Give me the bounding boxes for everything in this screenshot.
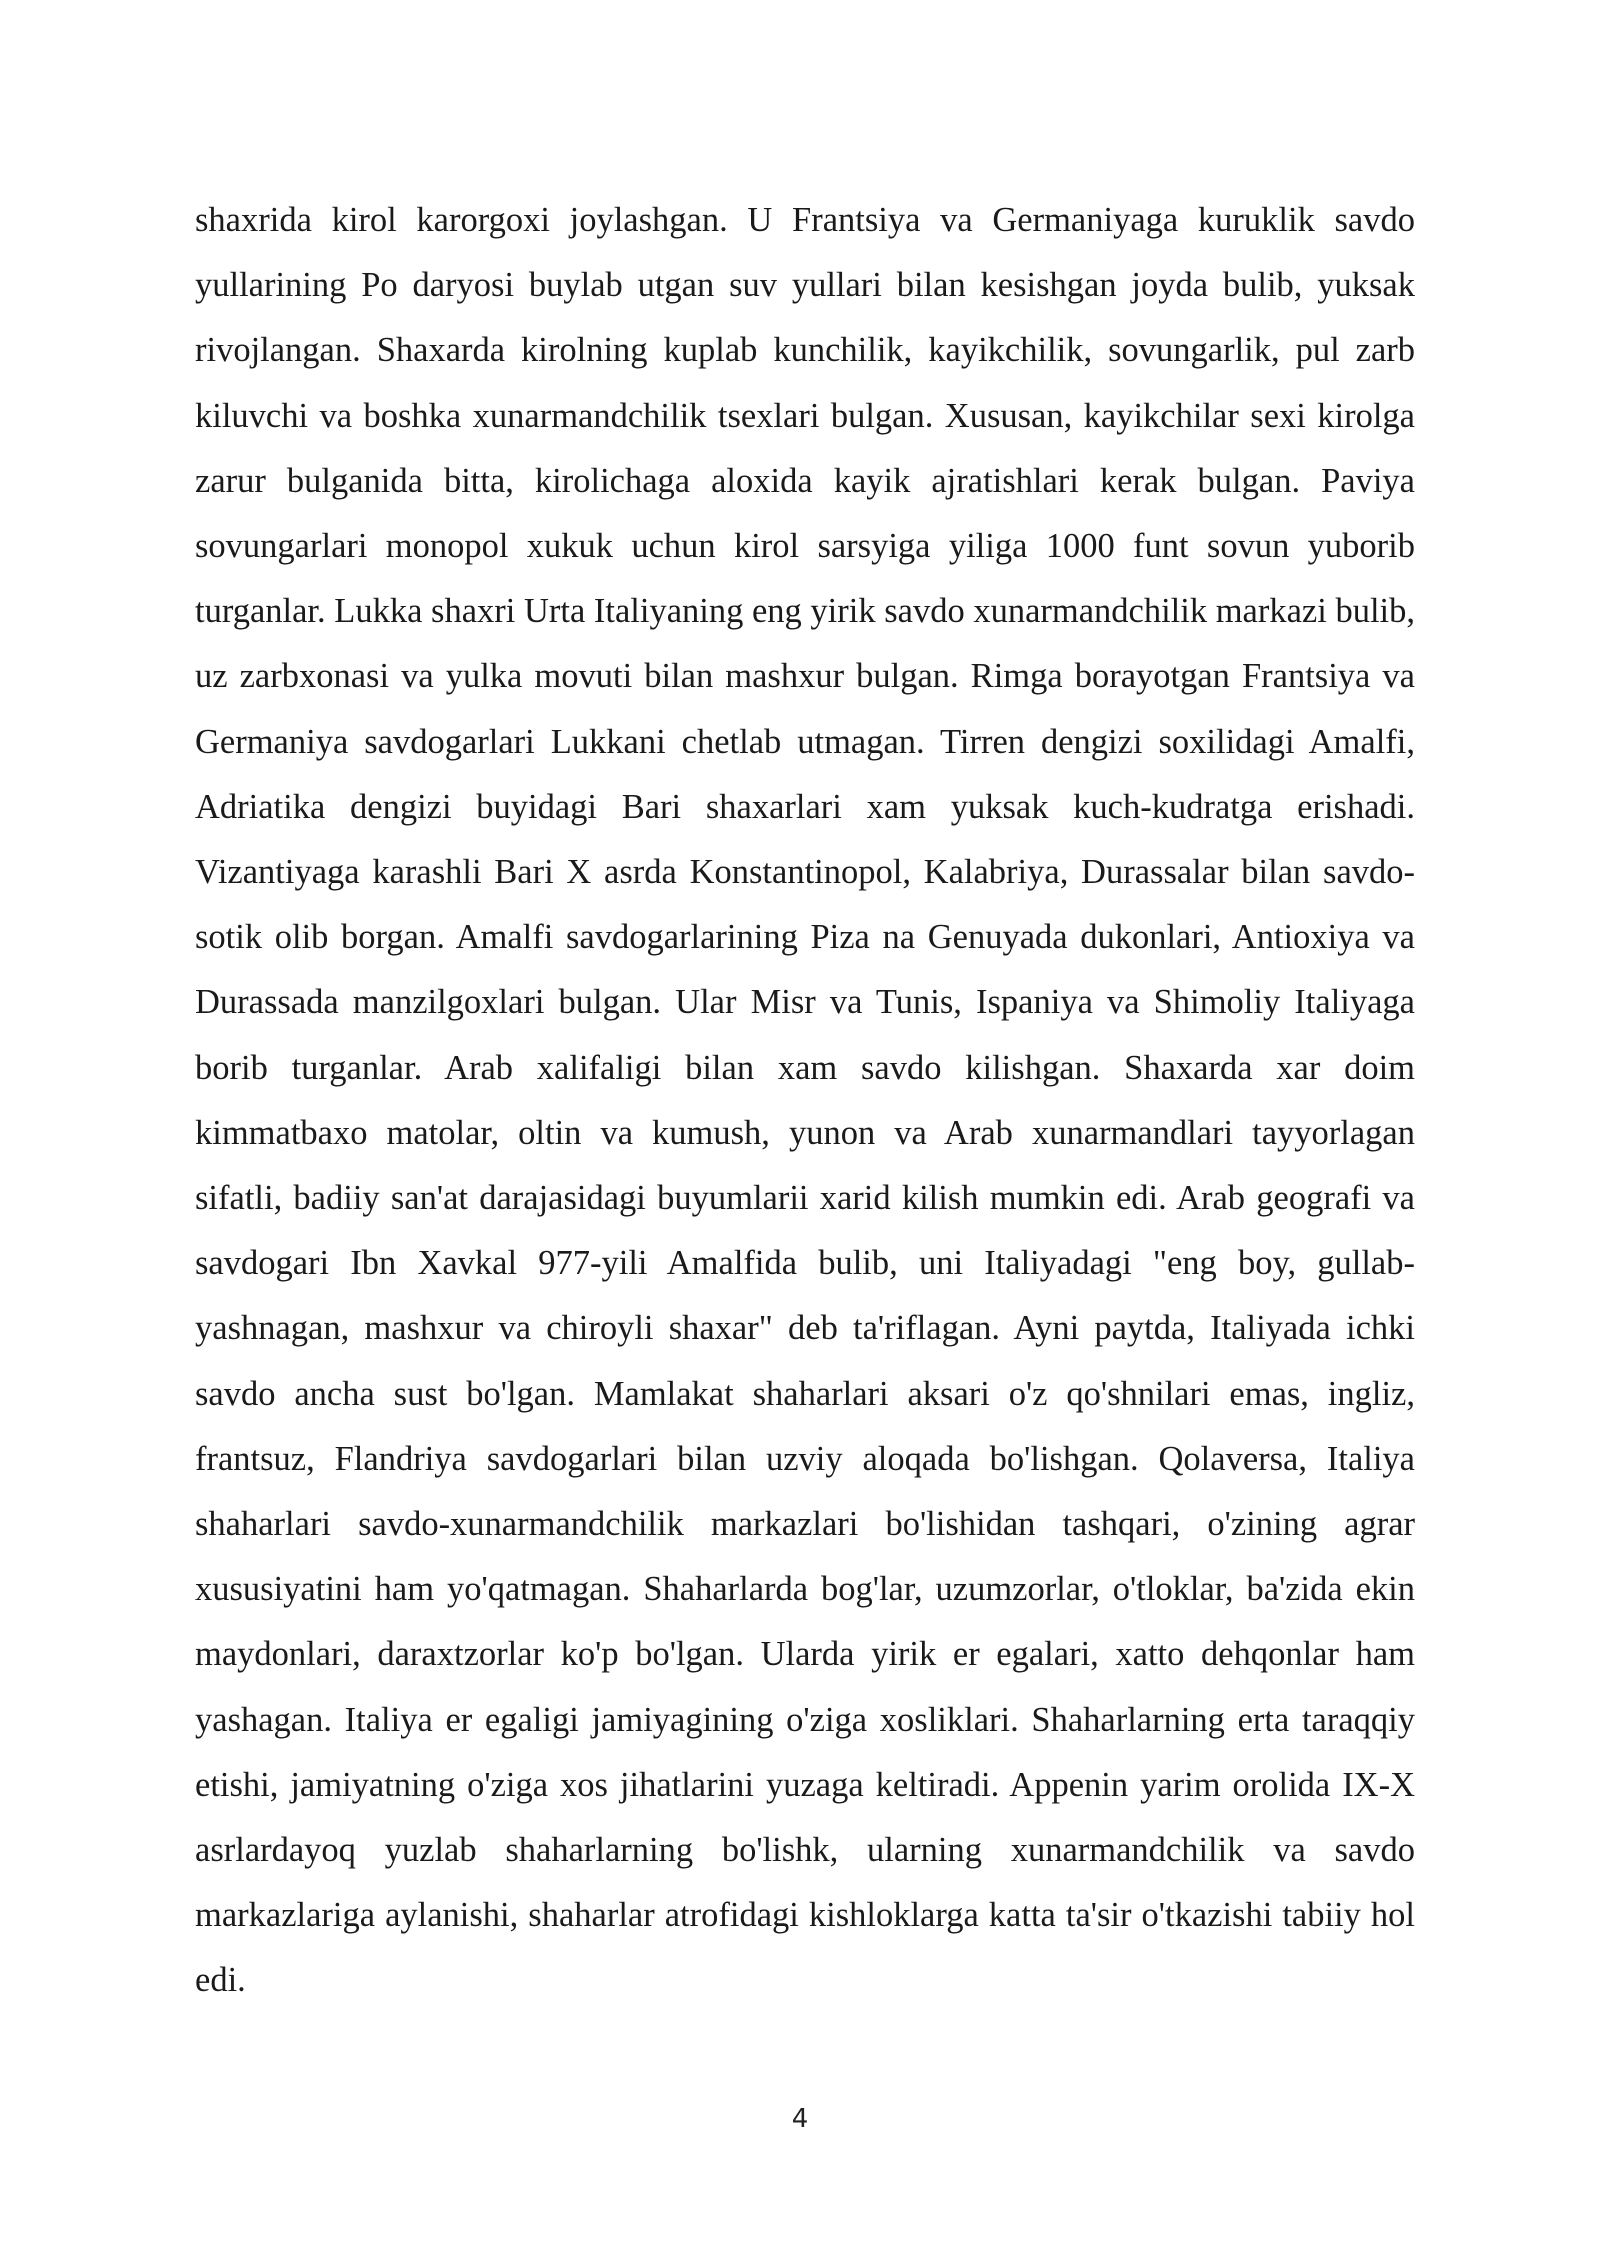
body-paragraph: shaxrida kirol karorgoxi joylashgan. U Frantsiya va Germaniyaga kuruklik savdo yullarining Po daryosi buylab utgan suv yullari bilan kesishgan joyda bulib, yuksak rivojlangan. Shaxarda kirolning kuplab kunchilik, kayikchilik, sovungarlik, pul zarb kiluvchi va boshka xunarmandchilik tsexlari bulgan. Xususan, kayikchilar sexi kirolga zarur bulganida bitta, kirolichaga aloxida kayik ajratishlari kerak bulgan. Paviya sovungarlari monopol xukuk uchun kirol sarsyiga yiliga 1000 funt sovun yuborib turganlar. Lukka shaxri Urta Italiyaning eng yirik savdo xunarmandchilik markazi bulib, uz zarbxonasi va yulka movuti bilan mashxur bulgan. Rimga borayotgan Frantsiya va Germaniya savdogarlari Lukkani chetlab utmagan. Tirren dengizi soxilidagi Amalfi, Adriatika dengizi buyidagi Bari shaxarlari xam yuksak kuch-kudratga erishadi. Vizantiyaga karashli Bari X asrda Konstantinopol, Kalabriya, Durassalar bilan savdo-sotik olib borgan. Amalfi savdogarlarining Piza na Genuyada dukonlari, Antioxiya va Durassada manzilgoxlari bulgan. Ular Misr va Tunis, Ispaniya va Shimoliy Italiyaga borib turganlar. Arab xalifaligi bilan xam savdo kilishgan. Shaxarda xar doim kimmatbaxo matolar, oltin va kumush, yunon va Arab xunarmandlari tayyorlagan sifatli, badiiy san'at darajasidagi buyumlarii xarid kilish mumkin edi. Arab geografi va savdogari Ibn Xavkal 977-yili Amalfida bulib, uni Italiyadagi "eng boy, gullab-yashnagan, mashxur va chiroyli shaxar" deb ta'riflagan. Ayni paytda, Italiyada ichki savdo ancha sust bo'lgan. Mamlakat shaharlari aksari o'z qo'shnilari emas, ingliz, frantsuz, Flandriya savdogarlari bilan uzviy aloqada bo'lishgan. Qolaversa, Italiya shaharlari savdo-xunarmandchilik markazlari bo'lishidan tashqari, o'zining agrar xususiyatini ham yo'qatmagan. Shaharlarda bog'lar, uzumzorlar, o'tloklar, ba'zida ekin maydonlari, daraxtzorlar ko'p bo'lgan. Ularda yirik er egalari, xatto dehqonlar ham yashagan. Italiya er egaligi jamiyagining o'ziga xosliklari. Shaharlarning erta taraqqiy etishi, jamiyatning o'ziga xos jihatlarini yuzaga keltiradi. Appenin yarim orolida IX-X asrlardayoq yuzlab shaharlarning bo'lishk, ularning xunarmandchilik va savdo markazlariga aylanishi, shaharlar atrofidagi kishloklarga katta ta'sir o'tkazishi tabiiy hol edi. <box>195 201 1415 2000</box>
page-number: 4 <box>791 2104 809 2134</box>
